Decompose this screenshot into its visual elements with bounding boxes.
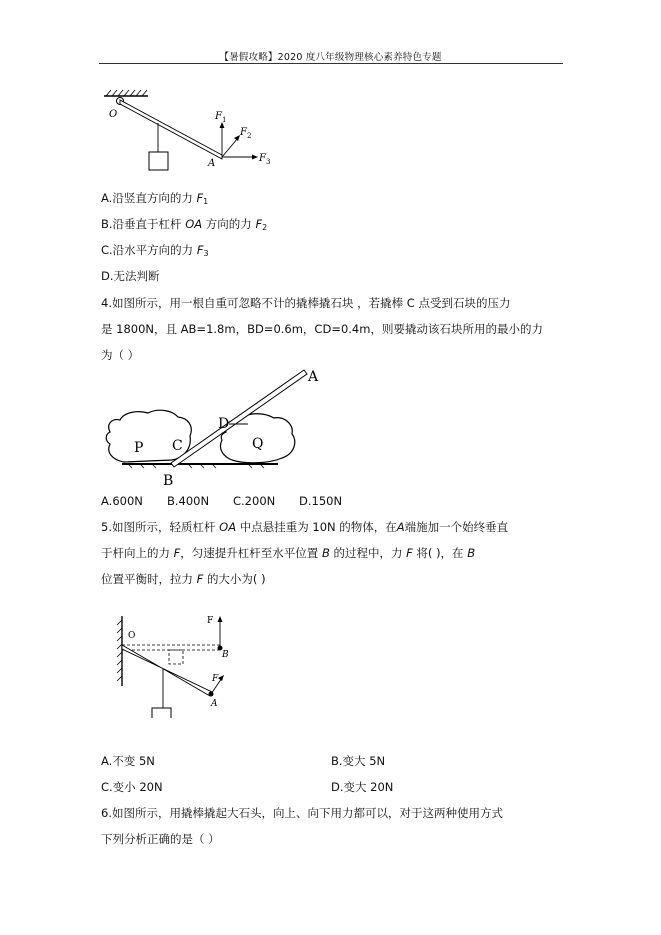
q5-option-b: B.变大 5N xyxy=(331,754,386,768)
q3-option-c-f: F xyxy=(196,243,204,257)
label-f: F xyxy=(207,616,214,626)
label-b: B xyxy=(163,473,174,489)
q5-l2-part-b: ，匀速提升杠杆至水平位置 xyxy=(180,546,319,560)
label-d: D xyxy=(218,416,230,432)
q3-option-a xyxy=(101,190,208,210)
q5-line-1 xyxy=(101,519,508,535)
label-f2: F xyxy=(212,674,219,684)
q5-l3-part-b: 的大小为( ) xyxy=(206,572,266,586)
q3-option-b-text1: B.沿垂直于杠杆 xyxy=(101,217,182,231)
q3-option-c-text: C.沿水平方向的力 xyxy=(101,243,194,257)
q5-l2-part-d: 将( )，在 xyxy=(416,546,464,560)
q3-option-c xyxy=(101,242,209,262)
label-o: O xyxy=(109,109,118,120)
q5-l3-part-a: 位置平衡时，拉力 xyxy=(101,572,193,586)
q5-l2-f2: F xyxy=(406,546,413,560)
label-f1: F xyxy=(215,111,222,122)
label-f3: F xyxy=(259,153,266,164)
q4-option-d: D.150N xyxy=(299,494,343,508)
label-b: B xyxy=(222,650,229,660)
figure-lever-forces xyxy=(98,88,288,180)
header-rule xyxy=(99,63,563,64)
q3-option-b-f: F xyxy=(255,217,263,231)
q3-option-b-oa: OA xyxy=(185,217,203,231)
figure-crowbar xyxy=(98,368,330,490)
q4-option-c: C.200N xyxy=(233,494,276,508)
q5-l1-part-c: 端施加一个始终垂直 xyxy=(404,520,509,534)
q5-l1-a: A xyxy=(396,520,405,534)
q6-line-2: 下列分析正确的是（ ） xyxy=(101,832,220,846)
q3-option-a-text: A.沿竖直方向的力 xyxy=(101,191,193,205)
q3-option-b-sub: 2 xyxy=(262,223,268,232)
label-a: A xyxy=(211,699,218,709)
label-a: A xyxy=(308,369,319,385)
q5-line-2 xyxy=(101,545,475,561)
q5-option-d: D.变大 20N xyxy=(331,780,394,794)
q3-option-c-sub: 3 xyxy=(203,249,209,258)
q5-l2-part-c: 的过程中，力 xyxy=(333,546,403,560)
q3-option-d: D.无法判断 xyxy=(101,269,160,283)
q5-option-c: C.变小 20N xyxy=(101,780,163,794)
q6-line-1: 6.如图所示，用撬棒撬起大石头，向上、向下用力都可以，对于这两种使用方式 xyxy=(101,806,503,820)
q3-option-a-f: F xyxy=(196,191,204,205)
q5-l1-oa: OA xyxy=(219,520,237,534)
page-header: 【暑假攻略】2020 度八年级物理核心素养特色专题 xyxy=(219,52,442,63)
q4-line-3: 为（ ） xyxy=(101,348,140,362)
label-f2: F xyxy=(240,127,247,138)
label-f2-sub: 2 xyxy=(247,132,252,140)
q3-option-b-text2: 方向的力 xyxy=(205,217,252,231)
q4-line-1: 4.如图所示，用一根自重可忽略不计的撬棒撬石块 ，若撬棒 C 点受到石块的压力 xyxy=(101,296,511,310)
q3-option-b xyxy=(101,216,267,236)
label-f1-sub: 1 xyxy=(222,116,227,124)
label-o: O xyxy=(128,631,136,641)
q4-option-a: A.600N xyxy=(101,494,143,508)
q5-l1-part-a: 5.如图所示，轻质杠杆 xyxy=(101,520,216,534)
q5-line-3 xyxy=(101,571,266,587)
label-p: P xyxy=(134,440,144,456)
figure-wall-lever xyxy=(108,608,238,718)
q4-option-b: B.400N xyxy=(167,494,210,508)
label-q: Q xyxy=(252,436,264,452)
q5-l1-part-b: 中点悬挂重为 10N 的物体，在 xyxy=(239,520,397,534)
q5-l2-part-a: 于杆向上的力 xyxy=(101,546,170,560)
q4-line-2: 是 1800N，且 AB=1.8m，BD=0.6m，CD=0.4m，则要撬动该石块所用的最小的力 xyxy=(101,322,543,336)
label-a: A xyxy=(208,158,216,169)
q5-l2-b: B xyxy=(321,546,330,560)
q5-l2-f: F xyxy=(173,546,181,560)
label-f3-sub: 3 xyxy=(266,158,271,166)
q5-l3-f: F xyxy=(196,572,204,586)
q3-option-a-sub: 1 xyxy=(203,197,209,206)
q5-option-a: A.不变 5N xyxy=(101,754,155,768)
q5-l2-b2: B xyxy=(467,546,476,560)
label-c: C xyxy=(172,438,183,454)
